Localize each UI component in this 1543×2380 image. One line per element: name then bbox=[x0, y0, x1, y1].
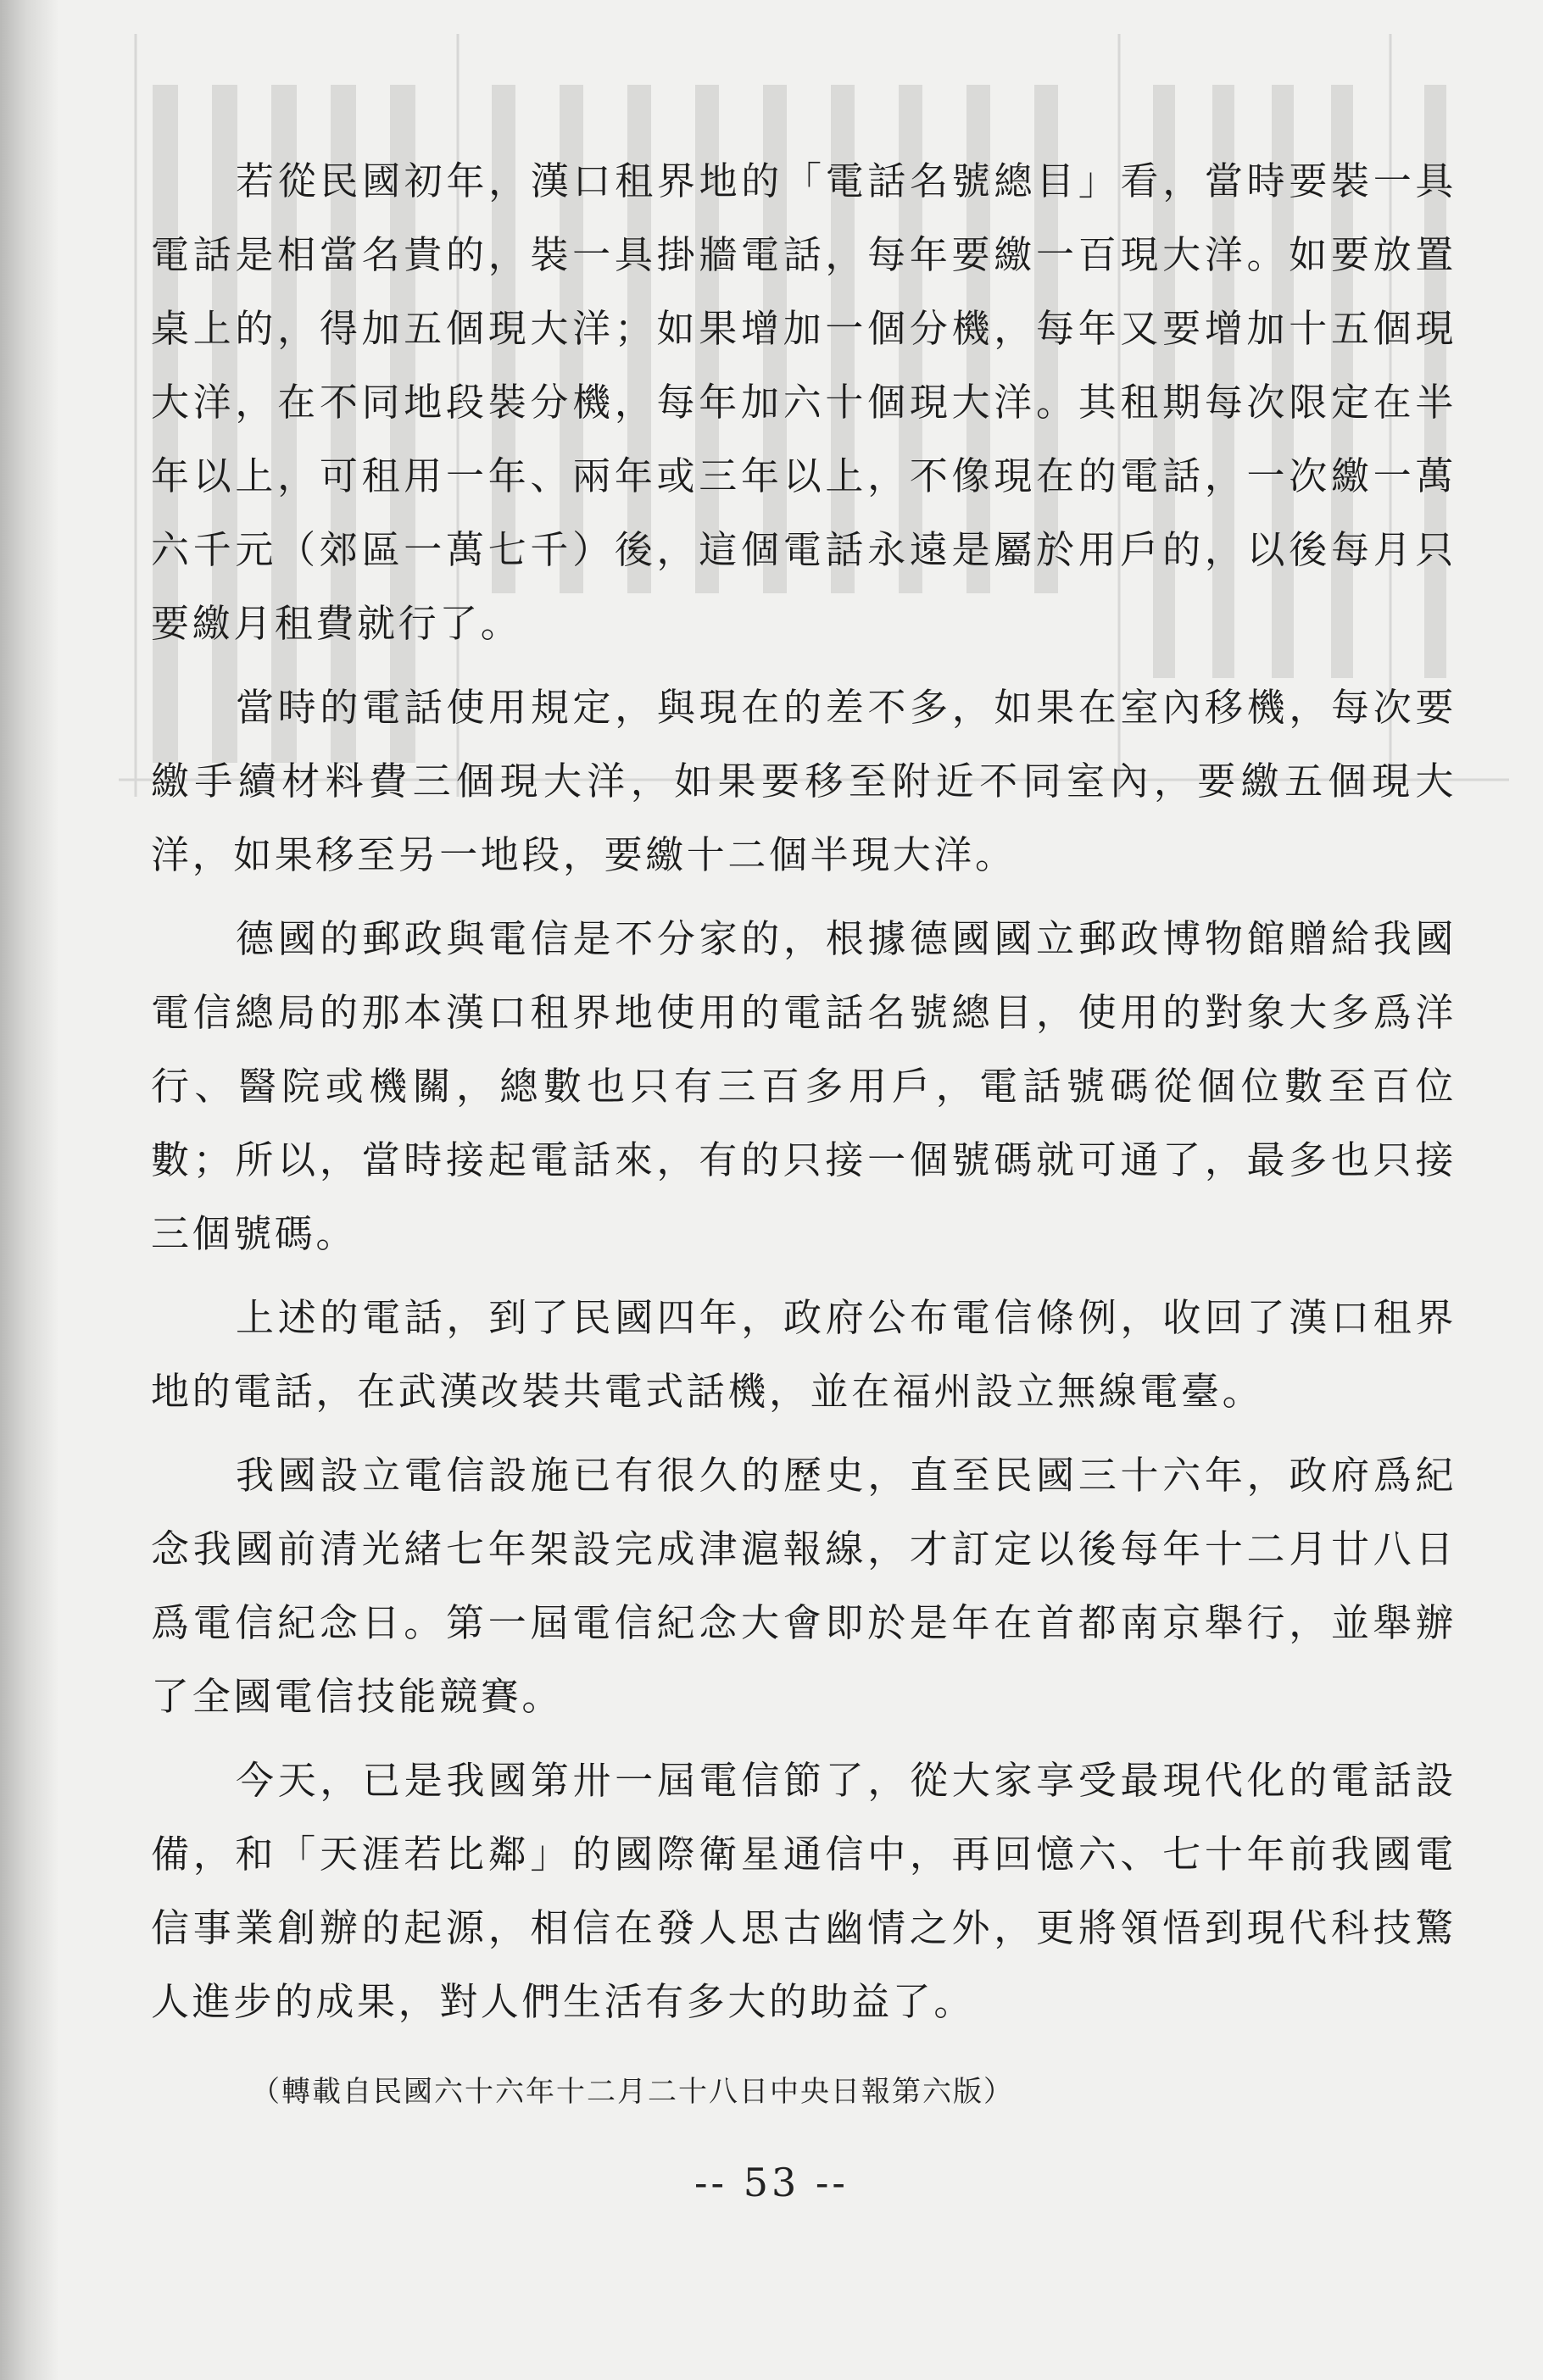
spine-shadow bbox=[0, 0, 59, 2380]
paragraph-4: 上述的電話，到了民國四年，政府公布電信條例，收回了漢口租界地的電話，在武漢改裝共電式話機，並在福州設立無線電臺。 bbox=[151, 1295, 1457, 1414]
paragraph-5: 我國設立電信設施已有很久的歷史，直至民國三十六年，政府爲紀念我國前清光緒七年架設完成津滬報線，才訂定以後每年十二月廿八日爲電信紀念日。第一屆電信紀念大會即於是年在首都南京舉行，並舉辦了全國電信技能競賽。 bbox=[151, 1453, 1457, 1719]
paragraph-3: 德國的郵政與電信是不分家的，根據德國國立郵政博物館贈給我國電信總局的那本漢口租界地使用的電話名號總目，使用的對象大多爲洋行、醫院或機關，總數也只有三百多用戶，電話號碼從個位數至百位數；所以，當時接起電話來，有的只接一個號碼就可通了，最多也只接三個號碼。 bbox=[151, 916, 1457, 1256]
page-number: -- 53 -- bbox=[694, 2160, 849, 2205]
paragraph-1: 若從民國初年，漢口租界地的「電話名號總目」看，當時要裝一具電話是相當名貴的，裝一具掛牆電話，每年要繳一百現大洋。如要放置桌上的，得加五個現大洋；如果增加一個分機，每年又要增加十五個現大洋，在不同地段裝分機，每年加六十個現大洋。其租期每次限定在半年以上，可租用一年、兩年或三年以上，不像現在的電話，一次繳一萬六千元（郊區一萬七千）後，這個電話永遠是屬於用戶的，以後每月只要繳月租費就行了。 bbox=[151, 158, 1457, 646]
document-body bbox=[151, 144, 1457, 2113]
paragraph-2: 當時的電話使用規定，與現在的差不多，如果在室內移機，每次要繳手續材料費三個現大洋，如果要移至附近不同室內，要繳五個現大洋，如果移至另一地段，要繳十二個半現大洋。 bbox=[151, 685, 1457, 877]
source-citation: （轉載自民國六十六年十二月二十八日中央日報第六版） bbox=[251, 2075, 1014, 2109]
paragraph-6: 今天，已是我國第卅一屆電信節了，從大家享受最現代化的電話設備，和「天涯若比鄰」的國際衛星通信中，再回憶六、七十年前我國電信事業創辦的起源，相信在發人思古幽情之外，更將領悟到現代科技驚人進步的成果，對人們生活有多大的助益了。 bbox=[151, 1758, 1457, 2024]
